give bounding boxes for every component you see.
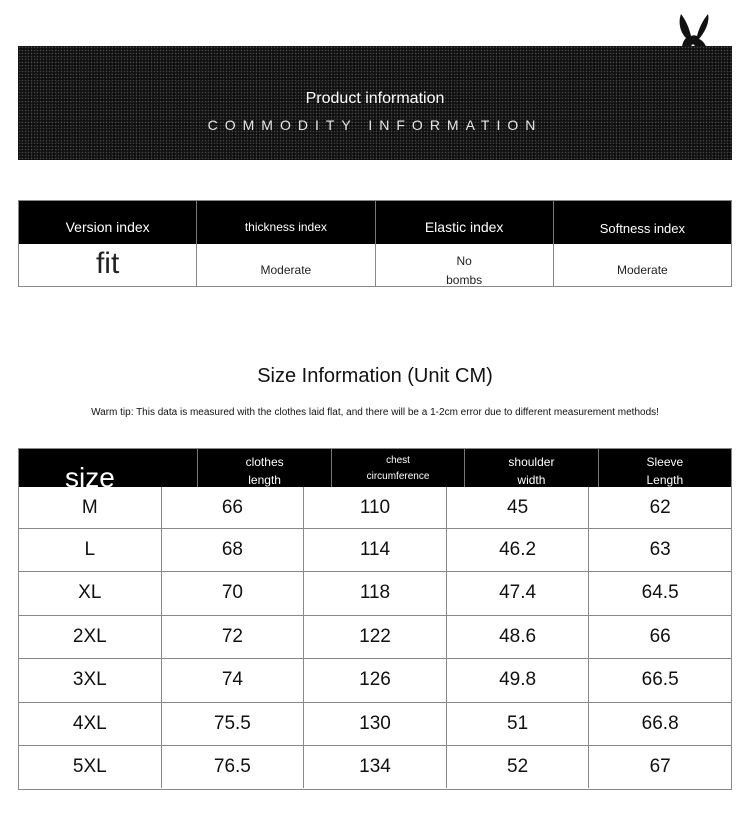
cell-sleeve: 62 bbox=[649, 497, 671, 518]
header-sleeve-line1: Sleeve bbox=[646, 455, 684, 469]
product-info-banner bbox=[18, 46, 732, 160]
cell-length: 68 bbox=[162, 529, 305, 571]
header-elastic-index: Elastic index bbox=[376, 201, 554, 244]
header-version-index: Version index bbox=[19, 201, 197, 244]
header-sleeve-line2: Length bbox=[646, 473, 684, 487]
cell-length: 75.5 bbox=[162, 703, 305, 745]
banner-title: Product information bbox=[305, 90, 445, 107]
table-row bbox=[19, 745, 731, 788]
value-elastic-line1: No bbox=[456, 254, 472, 268]
cell-size: 5XL bbox=[19, 746, 162, 788]
table-row bbox=[19, 615, 731, 658]
index-table bbox=[18, 200, 732, 287]
cell-length: 72 bbox=[162, 616, 305, 658]
cell-chest: 122 bbox=[304, 616, 447, 658]
header-thickness-index: thickness index bbox=[197, 201, 375, 244]
header-chest-line1: chest bbox=[386, 455, 410, 466]
header-length-line1: clothes bbox=[245, 455, 284, 469]
cell-sleeve: 66.8 bbox=[641, 712, 679, 734]
cell-shoulder: 45 bbox=[447, 487, 590, 528]
cell-shoulder: 47.4 bbox=[447, 572, 590, 614]
cell-size: M bbox=[19, 487, 162, 528]
cell-chest: 114 bbox=[304, 529, 447, 571]
cell-shoulder: 51 bbox=[447, 703, 590, 745]
value-version: fit bbox=[19, 244, 197, 286]
size-table-header bbox=[19, 449, 731, 493]
header-shoulder-width bbox=[465, 449, 598, 487]
cell-length: 66 bbox=[162, 487, 305, 528]
index-table-values bbox=[19, 244, 731, 286]
warm-tip: Warm tip: This data is measured with the clothes laid flat, and there will be a 1-2cm error due to different measurement methods! bbox=[91, 407, 659, 418]
cell-shoulder: 49.8 bbox=[447, 659, 590, 701]
cell-length: 70 bbox=[162, 572, 305, 614]
cell-size: 4XL bbox=[19, 703, 162, 745]
table-row bbox=[19, 702, 731, 745]
table-row bbox=[19, 487, 731, 528]
header-shoulder-line1: shoulder bbox=[508, 455, 555, 469]
cell-size: XL bbox=[19, 572, 162, 614]
cell-size: 2XL bbox=[19, 616, 162, 658]
value-softness: Moderate bbox=[617, 263, 668, 277]
cell-sleeve: 66.5 bbox=[641, 669, 679, 691]
header-softness-index: Softness index bbox=[599, 221, 686, 236]
value-elastic bbox=[376, 244, 554, 286]
header-size: size bbox=[19, 449, 198, 487]
cell-shoulder: 52 bbox=[447, 746, 590, 788]
size-table-body bbox=[19, 487, 731, 788]
header-chest-circumference bbox=[332, 449, 465, 487]
table-row bbox=[19, 571, 731, 614]
index-table-header bbox=[19, 201, 731, 244]
table-row bbox=[19, 658, 731, 701]
header-shoulder-line2: width bbox=[517, 473, 546, 487]
cell-sleeve: 64.5 bbox=[641, 582, 679, 604]
header-length-line2: length bbox=[248, 473, 281, 487]
cell-chest: 130 bbox=[304, 703, 447, 745]
cell-chest: 110 bbox=[304, 487, 447, 528]
cell-shoulder: 48.6 bbox=[447, 616, 590, 658]
banner-subtitle: COMMODITY INFORMATION bbox=[207, 117, 543, 133]
table-row bbox=[19, 528, 731, 571]
cell-chest: 118 bbox=[304, 572, 447, 614]
value-elastic-line2: bombs bbox=[446, 273, 483, 287]
header-chest-line2: circumference bbox=[366, 471, 430, 482]
size-info-title: Size Information (Unit CM) bbox=[257, 365, 493, 387]
cell-chest: 134 bbox=[304, 746, 447, 788]
cell-size: 3XL bbox=[19, 659, 162, 701]
header-clothes-length bbox=[198, 449, 331, 487]
cell-size: L bbox=[19, 529, 162, 571]
cell-chest: 126 bbox=[304, 659, 447, 701]
header-sleeve-length bbox=[599, 449, 731, 487]
size-table bbox=[18, 448, 732, 790]
cell-length: 76.5 bbox=[162, 746, 305, 788]
cell-sleeve: 66 bbox=[649, 625, 671, 647]
value-thickness: Moderate bbox=[197, 244, 375, 286]
cell-sleeve: 63 bbox=[649, 539, 671, 560]
cell-shoulder: 46.2 bbox=[447, 529, 590, 571]
cell-sleeve: 67 bbox=[649, 755, 671, 777]
cell-length: 74 bbox=[162, 659, 305, 701]
